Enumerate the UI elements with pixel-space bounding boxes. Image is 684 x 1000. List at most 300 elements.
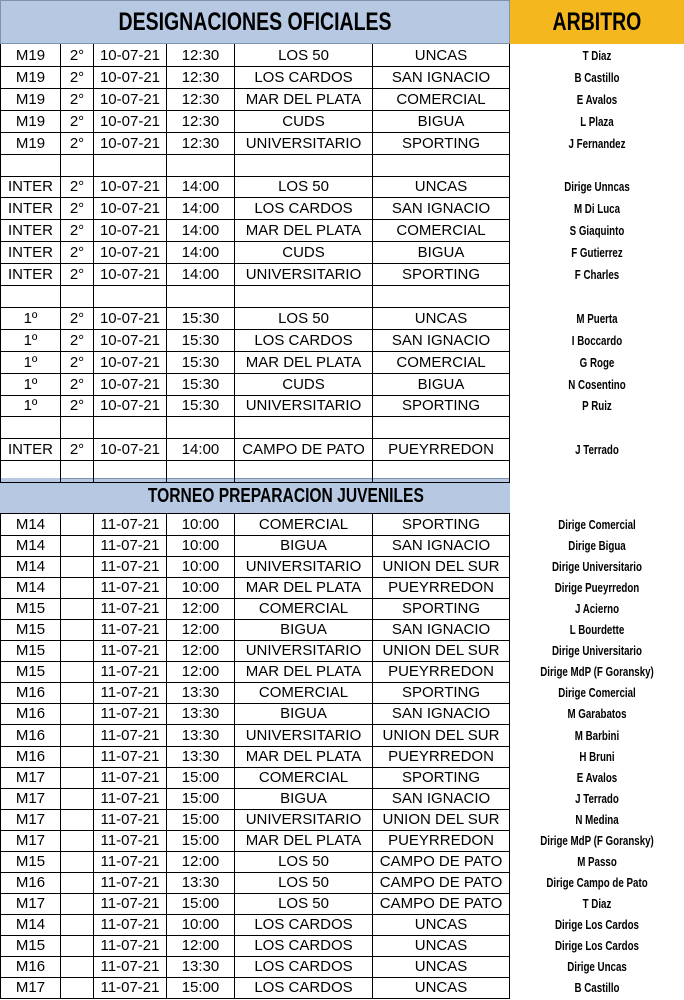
match-row — [0, 535, 684, 557]
time-cell: 13:30 — [167, 956, 235, 978]
away-team-cell — [373, 416, 510, 439]
away-team-cell: CAMPO DE PATO — [373, 851, 510, 873]
away-team-cell: COMERCIAL — [373, 219, 510, 242]
away-team-cell — [373, 460, 510, 483]
time-cell: 15:00 — [167, 977, 235, 999]
away-team-cell: PUEYRREDON — [373, 577, 510, 599]
category-cell: INTER — [0, 263, 61, 286]
division-cell — [61, 460, 94, 483]
referee-cell: F Charles — [574, 267, 620, 282]
home-team-cell: MAR DEL PLATA — [235, 661, 373, 683]
category-cell — [0, 416, 61, 439]
referee-cell: Dirige Unncas — [564, 179, 630, 194]
division-cell: 2° — [61, 438, 94, 461]
match-row — [0, 703, 684, 725]
time-cell: 10:00 — [167, 577, 235, 599]
referee-cell: L Bourdette — [569, 623, 625, 637]
referee-cell — [529, 460, 665, 483]
away-team-cell: UNION DEL SUR — [373, 556, 510, 578]
home-team-cell: UNIVERSITARIO — [235, 263, 373, 286]
category-cell: M16 — [0, 872, 61, 894]
referee-cell: Dirige Comercial — [558, 518, 636, 532]
date-cell: 11-07-21 — [94, 746, 167, 768]
away-team-cell: UNCAS — [373, 307, 510, 330]
home-team-cell: MAR DEL PLATA — [235, 577, 373, 599]
referee-cell: T Diaz — [582, 48, 612, 63]
category-cell — [0, 154, 61, 177]
date-cell: 10-07-21 — [94, 351, 167, 374]
division-cell: 2° — [61, 88, 94, 111]
date-cell: 11-07-21 — [94, 682, 167, 704]
category-cell: M16 — [0, 725, 61, 747]
division-cell — [61, 830, 94, 852]
away-team-cell: UNION DEL SUR — [373, 809, 510, 831]
time-cell: 14:00 — [167, 438, 235, 461]
time-cell — [167, 460, 235, 483]
referee-cell: Dirige Uncas — [567, 960, 627, 974]
referee-cell: J Acierno — [574, 602, 620, 616]
time-cell: 14:00 — [167, 175, 235, 198]
date-cell — [94, 416, 167, 439]
division-cell — [61, 416, 94, 439]
away-team-cell: SAN IGNACIO — [373, 619, 510, 641]
category-cell: M19 — [0, 110, 61, 133]
date-cell: 11-07-21 — [94, 598, 167, 620]
date-cell: 11-07-21 — [94, 914, 167, 936]
category-cell: M19 — [0, 66, 61, 89]
match-row — [0, 788, 684, 810]
away-team-cell: SAN IGNACIO — [373, 197, 510, 220]
category-cell — [0, 460, 61, 483]
referee-cell: Dirige Pueyrredon — [554, 581, 640, 595]
division-cell — [61, 851, 94, 873]
date-cell: 11-07-21 — [94, 809, 167, 831]
referee-cell: F Gutierrez — [571, 245, 623, 260]
home-team-cell: UNIVERSITARIO — [235, 640, 373, 662]
match-row — [0, 577, 684, 599]
time-cell: 14:00 — [167, 241, 235, 264]
date-cell: 10-07-21 — [94, 438, 167, 461]
referee-cell: E Avalos — [576, 92, 618, 107]
date-cell: 11-07-21 — [94, 788, 167, 810]
away-team-cell: SAN IGNACIO — [373, 535, 510, 557]
match-row — [0, 351, 684, 374]
date-cell: 11-07-21 — [94, 851, 167, 873]
division-cell — [61, 682, 94, 704]
category-cell: M15 — [0, 661, 61, 683]
date-cell: 10-07-21 — [94, 132, 167, 155]
match-row — [0, 851, 684, 873]
match-row — [0, 154, 684, 177]
away-team-cell: COMERCIAL — [373, 88, 510, 111]
category-cell: M16 — [0, 956, 61, 978]
division-cell — [61, 872, 94, 894]
date-cell: 11-07-21 — [94, 872, 167, 894]
date-cell: 11-07-21 — [94, 703, 167, 725]
time-cell: 14:00 — [167, 197, 235, 220]
match-row — [0, 619, 684, 641]
date-cell: 11-07-21 — [94, 767, 167, 789]
date-cell: 10-07-21 — [94, 373, 167, 396]
division-cell: 2° — [61, 219, 94, 242]
home-team-cell: UNIVERSITARIO — [235, 394, 373, 417]
match-row — [0, 44, 684, 67]
date-cell: 11-07-21 — [94, 893, 167, 915]
date-cell: 10-07-21 — [94, 241, 167, 264]
home-team-cell: UNIVERSITARIO — [235, 132, 373, 155]
referee-cell: T Diaz — [582, 897, 612, 911]
away-team-cell: PUEYRREDON — [373, 438, 510, 461]
away-team-cell: PUEYRREDON — [373, 661, 510, 683]
away-team-cell: SAN IGNACIO — [373, 703, 510, 725]
home-team-cell: CUDS — [235, 241, 373, 264]
match-row — [0, 241, 684, 264]
category-cell: INTER — [0, 197, 61, 220]
away-team-cell: UNCAS — [373, 956, 510, 978]
away-team-cell: SAN IGNACIO — [373, 788, 510, 810]
date-cell: 11-07-21 — [94, 661, 167, 683]
home-team-cell: BIGUA — [235, 703, 373, 725]
referee-cell: M Puerta — [576, 311, 618, 326]
time-cell: 15:30 — [167, 373, 235, 396]
time-cell: 13:30 — [167, 746, 235, 768]
date-cell: 10-07-21 — [94, 394, 167, 417]
division-cell — [61, 746, 94, 768]
date-cell: 10-07-21 — [94, 329, 167, 352]
referee-cell: B Castillo — [574, 70, 620, 85]
arbitro-title: ARBITRO — [552, 7, 642, 36]
referee-cell: Dirige Los Cardos — [555, 918, 639, 932]
match-row — [0, 830, 684, 852]
match-row — [0, 746, 684, 768]
time-cell: 12:00 — [167, 935, 235, 957]
time-cell: 12:30 — [167, 110, 235, 133]
division-cell — [61, 767, 94, 789]
home-team-cell: LOS 50 — [235, 44, 373, 67]
date-cell: 11-07-21 — [94, 514, 167, 536]
referee-cell: N Medina — [575, 813, 619, 827]
away-team-cell: SPORTING — [373, 514, 510, 536]
home-team-cell: LOS 50 — [235, 893, 373, 915]
division-cell: 2° — [61, 66, 94, 89]
away-team-cell — [373, 154, 510, 177]
match-row — [0, 640, 684, 662]
home-team-cell: BIGUA — [235, 788, 373, 810]
division-cell — [61, 809, 94, 831]
division-cell: 2° — [61, 110, 94, 133]
match-row — [0, 373, 684, 396]
match-row — [0, 219, 684, 242]
home-team-cell: UNIVERSITARIO — [235, 809, 373, 831]
time-cell: 15:30 — [167, 329, 235, 352]
match-row — [0, 175, 684, 198]
division-cell — [61, 977, 94, 999]
time-cell: 14:00 — [167, 219, 235, 242]
home-team-cell: UNIVERSITARIO — [235, 725, 373, 747]
division-cell — [61, 893, 94, 915]
division-cell: 2° — [61, 307, 94, 330]
division-cell — [61, 661, 94, 683]
away-team-cell: COMERCIAL — [373, 351, 510, 374]
date-cell: 10-07-21 — [94, 175, 167, 198]
category-cell: 1º — [0, 307, 61, 330]
time-cell: 12:00 — [167, 851, 235, 873]
home-team-cell: CUDS — [235, 110, 373, 133]
home-team-cell — [235, 416, 373, 439]
date-cell: 11-07-21 — [94, 577, 167, 599]
date-cell: 10-07-21 — [94, 110, 167, 133]
division-cell: 2° — [61, 373, 94, 396]
category-cell: M15 — [0, 935, 61, 957]
time-cell: 13:30 — [167, 872, 235, 894]
match-row — [0, 935, 684, 957]
away-team-cell: UNCAS — [373, 977, 510, 999]
category-cell: M17 — [0, 809, 61, 831]
away-team-cell: SPORTING — [373, 682, 510, 704]
division-cell: 2° — [61, 241, 94, 264]
date-cell: 11-07-21 — [94, 556, 167, 578]
referee-cell: Dirige Universitario — [552, 560, 642, 574]
division-cell — [61, 788, 94, 810]
match-row — [0, 394, 684, 417]
category-cell: M14 — [0, 914, 61, 936]
home-team-cell: LOS 50 — [235, 851, 373, 873]
time-cell: 10:00 — [167, 556, 235, 578]
category-cell: M14 — [0, 514, 61, 536]
designaciones-title: DESIGNACIONES OFICIALES — [118, 7, 392, 36]
away-team-cell: CAMPO DE PATO — [373, 893, 510, 915]
referee-cell: M Di Luca — [573, 201, 621, 216]
away-team-cell: SPORTING — [373, 767, 510, 789]
category-cell: INTER — [0, 438, 61, 461]
match-row — [0, 682, 684, 704]
referee-cell: Dirige Comercial — [558, 686, 636, 700]
category-cell: M17 — [0, 788, 61, 810]
match-row — [0, 661, 684, 683]
home-team-cell: MAR DEL PLATA — [235, 88, 373, 111]
division-cell — [61, 514, 94, 536]
home-team-cell: LOS CARDOS — [235, 329, 373, 352]
referee-cell: J Terrado — [575, 442, 619, 457]
division-cell — [61, 285, 94, 308]
time-cell: 12:00 — [167, 661, 235, 683]
match-row — [0, 307, 684, 330]
date-cell: 10-07-21 — [94, 88, 167, 111]
category-cell: 1º — [0, 329, 61, 352]
date-cell: 10-07-21 — [94, 263, 167, 286]
time-cell: 10:00 — [167, 535, 235, 557]
time-cell: 15:00 — [167, 893, 235, 915]
time-cell: 15:30 — [167, 351, 235, 374]
time-cell: 10:00 — [167, 914, 235, 936]
category-cell: M15 — [0, 640, 61, 662]
torneo-header — [61, 478, 510, 514]
match-row — [0, 514, 684, 536]
date-cell: 11-07-21 — [94, 619, 167, 641]
category-cell: M15 — [0, 619, 61, 641]
referee-cell: J Terrado — [575, 792, 619, 806]
time-cell: 12:30 — [167, 88, 235, 111]
referee-cell: Dirige Campo de Pato — [546, 876, 648, 890]
away-team-cell: SAN IGNACIO — [373, 66, 510, 89]
referee-cell: H Bruni — [579, 750, 615, 764]
division-cell: 2° — [61, 394, 94, 417]
home-team-cell: COMERCIAL — [235, 598, 373, 620]
category-cell: M17 — [0, 977, 61, 999]
match-row — [0, 956, 684, 978]
date-cell: 11-07-21 — [94, 830, 167, 852]
time-cell: 12:00 — [167, 598, 235, 620]
time-cell: 12:30 — [167, 66, 235, 89]
referee-cell: Dirige Universitario — [552, 644, 642, 658]
division-cell — [61, 577, 94, 599]
division-cell: 2° — [61, 351, 94, 374]
match-row — [0, 285, 684, 308]
referee-cell — [529, 285, 665, 308]
referee-cell: N Cosentino — [568, 377, 626, 392]
category-cell: M16 — [0, 746, 61, 768]
match-row — [0, 88, 684, 111]
time-cell: 15:00 — [167, 809, 235, 831]
match-row — [0, 725, 684, 747]
date-cell: 11-07-21 — [94, 935, 167, 957]
category-cell: INTER — [0, 241, 61, 264]
category-cell: M19 — [0, 88, 61, 111]
home-team-cell: MAR DEL PLATA — [235, 219, 373, 242]
referee-cell: E Avalos — [576, 771, 618, 785]
home-team-cell: COMERCIAL — [235, 682, 373, 704]
match-row — [0, 460, 684, 483]
away-team-cell: SPORTING — [373, 394, 510, 417]
away-team-cell: PUEYRREDON — [373, 746, 510, 768]
date-cell — [94, 460, 167, 483]
division-cell — [61, 556, 94, 578]
time-cell: 15:30 — [167, 394, 235, 417]
referee-cell: J Fernandez — [568, 136, 626, 151]
referee-cell: M Passo — [577, 855, 617, 869]
away-team-cell — [373, 285, 510, 308]
home-team-cell: LOS 50 — [235, 872, 373, 894]
match-row — [0, 977, 684, 999]
match-row — [0, 893, 684, 915]
home-team-cell: UNIVERSITARIO — [235, 556, 373, 578]
match-row — [0, 556, 684, 578]
division-cell — [61, 598, 94, 620]
home-team-cell: COMERCIAL — [235, 514, 373, 536]
home-team-cell: LOS CARDOS — [235, 197, 373, 220]
home-team-cell: MAR DEL PLATA — [235, 746, 373, 768]
time-cell — [167, 154, 235, 177]
home-team-cell — [235, 460, 373, 483]
category-cell: M17 — [0, 830, 61, 852]
away-team-cell: UNION DEL SUR — [373, 725, 510, 747]
category-cell — [0, 285, 61, 308]
away-team-cell: SAN IGNACIO — [373, 329, 510, 352]
category-cell: 1º — [0, 351, 61, 374]
division-cell — [61, 640, 94, 662]
time-cell: 15:00 — [167, 767, 235, 789]
home-team-cell: LOS CARDOS — [235, 956, 373, 978]
division-cell: 2° — [61, 263, 94, 286]
referee-cell: S Giaquinto — [569, 223, 625, 238]
category-cell: M15 — [0, 851, 61, 873]
date-cell: 11-07-21 — [94, 640, 167, 662]
away-team-cell: SPORTING — [373, 132, 510, 155]
home-team-cell: BIGUA — [235, 535, 373, 557]
division-cell: 2° — [61, 197, 94, 220]
home-team-cell: LOS CARDOS — [235, 935, 373, 957]
away-team-cell: CAMPO DE PATO — [373, 872, 510, 894]
referee-cell: B Castillo — [574, 981, 620, 995]
match-row — [0, 110, 684, 133]
referee-cell: M Garabatos — [567, 707, 627, 721]
away-team-cell: UNCAS — [373, 175, 510, 198]
away-team-cell: UNCAS — [373, 935, 510, 957]
time-cell: 15:30 — [167, 307, 235, 330]
away-team-cell: PUEYRREDON — [373, 830, 510, 852]
category-cell: 1º — [0, 394, 61, 417]
match-row — [0, 872, 684, 894]
category-cell: M19 — [0, 44, 61, 67]
time-cell: 12:30 — [167, 44, 235, 67]
match-row — [0, 132, 684, 155]
referee-cell — [529, 416, 665, 439]
torneo-header-spacer — [0, 478, 61, 514]
home-team-cell: MAR DEL PLATA — [235, 830, 373, 852]
referee-cell: Dirige MdP (F Goransky) — [540, 665, 654, 679]
division-cell — [61, 935, 94, 957]
time-cell: 13:30 — [167, 725, 235, 747]
home-team-cell: MAR DEL PLATA — [235, 351, 373, 374]
home-team-cell: CAMPO DE PATO — [235, 438, 373, 461]
away-team-cell: BIGUA — [373, 110, 510, 133]
date-cell: 10-07-21 — [94, 44, 167, 67]
away-team-cell: BIGUA — [373, 373, 510, 396]
category-cell: M19 — [0, 132, 61, 155]
category-cell: M17 — [0, 893, 61, 915]
match-row — [0, 598, 684, 620]
time-cell — [167, 285, 235, 308]
division-cell — [61, 703, 94, 725]
time-cell: 10:00 — [167, 514, 235, 536]
away-team-cell: UNCAS — [373, 44, 510, 67]
match-row — [0, 809, 684, 831]
time-cell: 15:00 — [167, 788, 235, 810]
referee-cell: G Roge — [579, 355, 615, 370]
time-cell: 12:00 — [167, 619, 235, 641]
division-cell — [61, 914, 94, 936]
category-cell: M15 — [0, 598, 61, 620]
away-team-cell: UNCAS — [373, 914, 510, 936]
time-cell: 15:00 — [167, 830, 235, 852]
away-team-cell: BIGUA — [373, 241, 510, 264]
category-cell: M16 — [0, 703, 61, 725]
away-team-cell: SPORTING — [373, 598, 510, 620]
away-team-cell: UNION DEL SUR — [373, 640, 510, 662]
referee-cell: Dirige Bigua — [568, 539, 626, 553]
referee-cell — [529, 154, 665, 177]
date-cell: 11-07-21 — [94, 535, 167, 557]
referee-cell: Dirige Los Cardos — [555, 939, 639, 953]
time-cell — [167, 416, 235, 439]
match-row — [0, 416, 684, 439]
home-team-cell: COMERCIAL — [235, 767, 373, 789]
date-cell: 10-07-21 — [94, 219, 167, 242]
match-row — [0, 197, 684, 220]
match-row — [0, 914, 684, 936]
date-cell — [94, 285, 167, 308]
date-cell: 10-07-21 — [94, 197, 167, 220]
